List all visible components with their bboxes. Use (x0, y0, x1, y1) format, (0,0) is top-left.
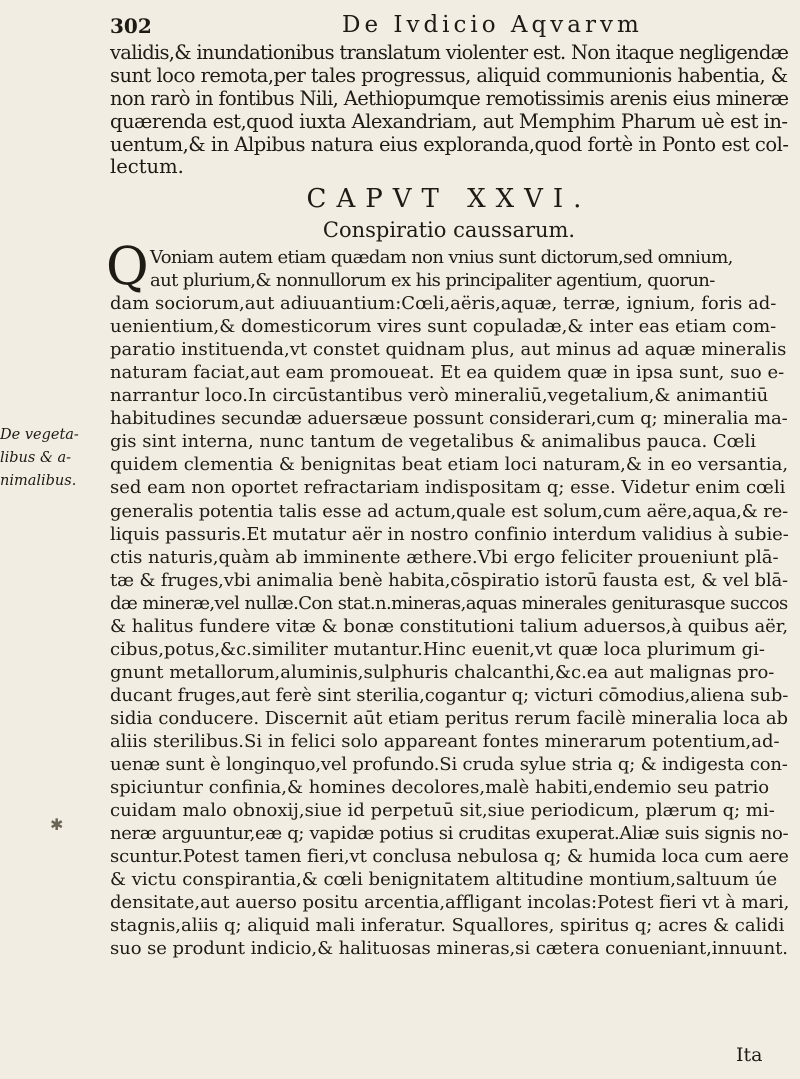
chapter-body (106, 237, 790, 960)
text-line: naturam faciat,aut eam promoueat. Et ea quidem quæ in ipsa sunt, suo e- (110, 362, 785, 384)
chapter-title: Conspiratio caussarum. (322, 218, 576, 242)
text-line: spiciuntur confinia,& homines decolores,malè habiti,endemio seu patrio (110, 777, 770, 799)
text-line: & victu conspirantia,& cœli benignitatem altitudine montium,saltuum úe (110, 869, 778, 891)
asterisk-mark-icon: ✱ (50, 815, 64, 834)
marginal-line: libus & a- (0, 450, 72, 466)
text-line: non rarò in fontibus Nili, Aethiopumque remotissimis arenis eius mineræ (110, 86, 789, 110)
text-line: scuntur.Potest tamen fieri,vt conclusa nebulosa q; & humida loca cum aere (110, 846, 789, 868)
text-line: uentum,& in Alpibus natura eius exploranda,quod fortè in Ponto est col- (110, 132, 789, 156)
marginal-line: De vegeta- (0, 427, 79, 443)
text-line: uenæ sunt è longinquo,vel profundo.Si cruda sylue stria q; & indigesta con- (110, 754, 788, 776)
text-line: sidia conducere. Discernit aūt etiam peritus rerum facilè mineralia loca ab (110, 707, 788, 729)
intro-paragraph (110, 42, 788, 179)
text-line: gis sint interna, nunc tantum de vegetalibus & animalibus pauca. Cœli (110, 431, 756, 453)
text-line: Voniam autem etiam quædam non vnius sunt dictorum,sed omnium, (150, 247, 733, 268)
text-line: & halitus fundere vitæ & bonæ constitutioni talium aduersos,à quibus aër, (110, 615, 789, 637)
text-line: liquis passuris.Et mutatur aër in nostro confinio interdum validius à subie- (110, 523, 789, 545)
text-line: narrantur loco.In circūstantibus verò mineraliū,vegetalium,& animantiū (110, 385, 769, 407)
text-line: densitate,aut auerso positu arcentia,affligant incolas:Potest fieri vt à mari, (110, 892, 790, 914)
text-line: quidem clementia & benignitas beat etiam loci naturam,& in eo versantia, (110, 454, 789, 476)
text-line: gnunt metallorum,aluminis,sulphuris chalcanthi,&c.ea aut malignas pro- (110, 661, 775, 683)
text-line: ducant fruges,aut ferè sint sterilia,cogantur q; victuri cōmodius,aliena sub- (110, 684, 789, 706)
marginal-line: nimalibus. (0, 473, 77, 489)
text-line: cibus,potus,&c.similiter mutantur.Hinc euenit,vt quæ loca plurimum gi- (110, 638, 765, 660)
text-line: lectum. (110, 155, 184, 179)
text-line: validis,& inundationibus translatum violenter est. Non itaque negligendæ (110, 41, 789, 64)
text-line: cuidam malo obnoxij,siue id perpetuū sit,siue periodicum, plærum q; mi- (110, 800, 775, 822)
running-head: De Ivdicio Aqvarvm (342, 12, 643, 38)
text-line: sunt loco remota,per tales progressus, aliquid communionis habentia, & (110, 63, 788, 87)
text-line: dæ mineræ,vel nullæ.Con stat.n.mineras,aquas minerales geniturasque succos (110, 592, 788, 614)
drop-cap-initial: Q (106, 237, 149, 297)
text-line: uenientium,& domesticorum vires sunt copuladæ,& inter eas etiam com- (110, 316, 777, 338)
text-line: paratio instituenda,vt constet quidnam plus, aut minus ad aquæ mineralis (110, 339, 787, 361)
text-line: stagnis,aliis q; aliquid mali inferatur. Squallores, spiritus q; acres & calidi (110, 915, 785, 937)
catchword: Ita (736, 1044, 763, 1066)
marginal-note (0, 424, 105, 493)
text-line: tæ & fruges,vbi animalia benè habita,cōspiratio istorū fausta est, & vel blā- (110, 569, 788, 591)
text-line: generalis potentia talis esse ad actum,quale est solum,cum aëre,aqua,& re- (110, 500, 789, 522)
chapter-heading: CAPVT XXVI. (306, 184, 592, 214)
text-line: sed eam non oportet refractariam indispositam q; esse. Videtur enim cœli (110, 477, 786, 499)
text-line: aut plurium,& nonnullorum ex his principaliter agentium, quorun- (150, 270, 715, 292)
text-line: quærenda est,quod iuxta Alexandriam, aut Memphim Pharum uè est in- (110, 109, 788, 133)
text-line: ctis naturis,quàm ab imminente æthere.Vbi ergo feliciter proueniunt plā- (110, 546, 779, 568)
page-number: 302 (110, 14, 152, 38)
text-line: dam sociorum,aut adiuuantium:Cœli,aëris,aquæ, terræ, ignium, foris ad- (110, 293, 777, 315)
text-line: habitudines secundæ aduersæue possunt considerari,cum q; mineralia ma- (110, 408, 788, 430)
text-line: aliis sterilibus.Si in felici solo appareant fontes minerarum potentium,ad- (110, 730, 780, 752)
text-line: neræ arguuntur,eæ q; vapidæ potius si cruditas exuperat.Aliæ suis signis no- (110, 823, 789, 845)
text-line: suo se produnt indicio,& halituosas mineras,si cætera conueniant,innuunt. (110, 938, 788, 960)
